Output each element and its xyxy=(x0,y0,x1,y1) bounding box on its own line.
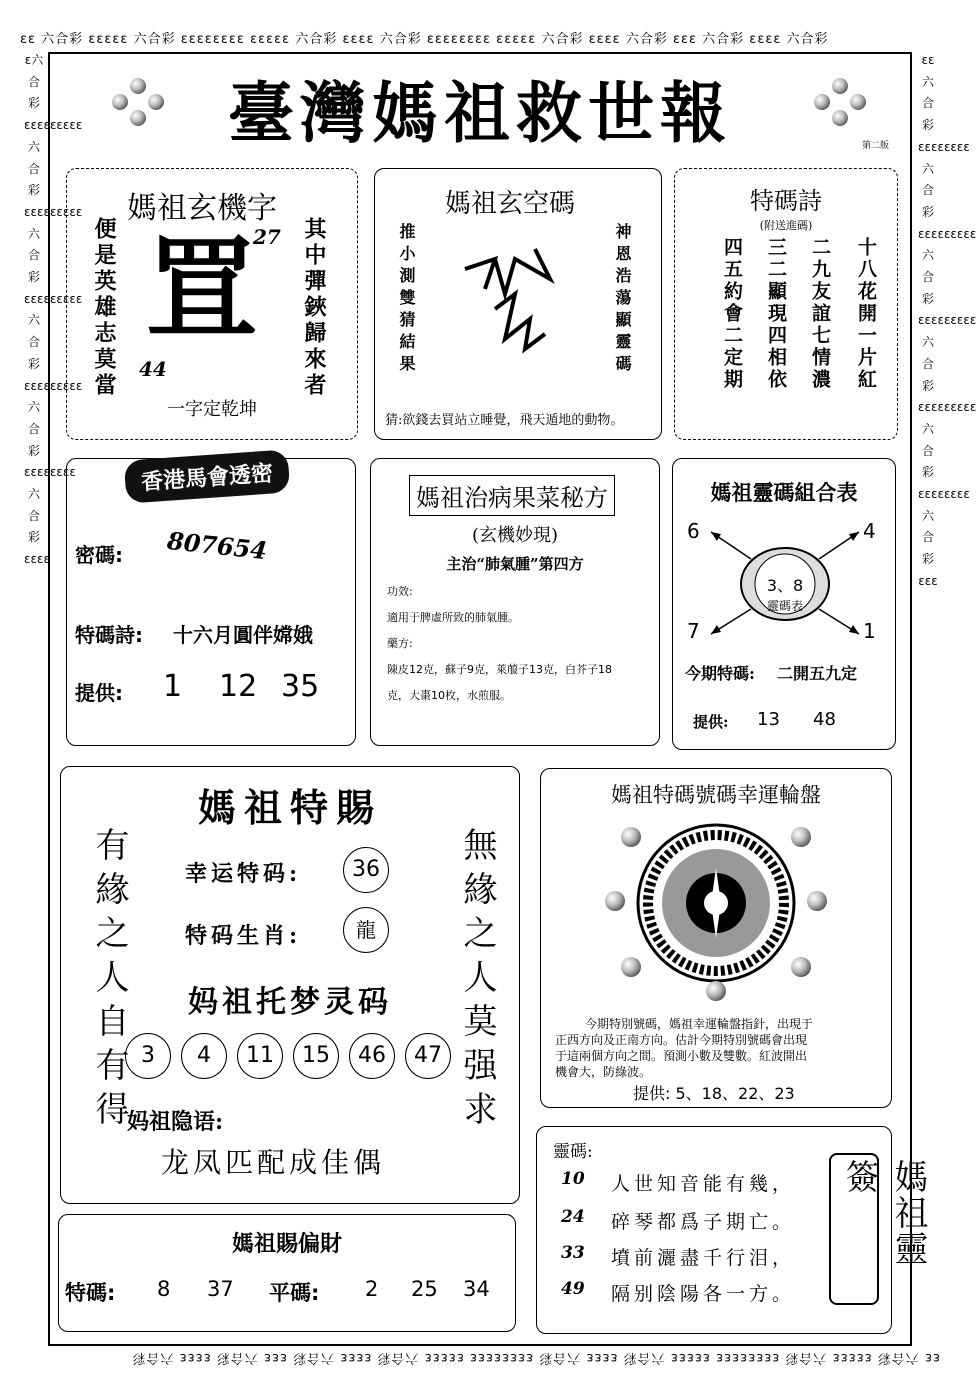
gift-box xyxy=(60,766,520,1204)
gift-dream-num-5: 46 xyxy=(349,1033,395,1079)
gift-zodiac-value: 龍 xyxy=(343,907,389,953)
spirit-text-4: 隔别陰陽各一方。 xyxy=(611,1283,796,1305)
riddle-char-left-col: 便是英雄志莫當 xyxy=(91,217,117,399)
wealth-box xyxy=(58,1214,516,1332)
right-dots-ornament xyxy=(810,78,870,128)
remedy-effect-label: 功效: xyxy=(387,585,413,598)
gift-title: 媽祖特賜 xyxy=(197,785,382,830)
spirit-text-3: 墳前灑盡千行泪， xyxy=(611,1247,796,1269)
poem-col-3: 三二顯現四相依 xyxy=(765,237,787,391)
wheel-graphic xyxy=(611,813,821,993)
gift-right-col: 無緣之人莫强求 xyxy=(457,827,497,1135)
combo-title: 媽祖靈碼組合表 xyxy=(710,480,858,505)
gift-dream-num-1: 3 xyxy=(125,1033,171,1079)
wheel-provide: 提供: 5、18、22、23 xyxy=(633,1084,795,1103)
gift-dream-num-4: 15 xyxy=(293,1033,339,1079)
top-border-strip: ɛɛ 六合彩 ɛɛɛɛɛ 六合彩 ɛɛɛɛɛɛɛɛ ɛɛɛɛɛ 六合彩 ɛɛɛɛ 六合彩 ɛɛɛɛɛɛɛɛ ɛɛɛɛɛ 六合彩 ɛɛɛɛ 六合彩 ɛɛɛ 六合彩 ɛɛɛɛ 六合彩 xyxy=(20,32,829,47)
hk-secret-poem-label: 特碼詩: xyxy=(75,623,143,647)
wheel-title: 媽祖特碼號碼幸運輪盤 xyxy=(611,783,821,807)
spirit-num-2: 24 xyxy=(561,1207,585,1227)
wealth-special-2: 37 xyxy=(207,1277,234,1301)
poem-box xyxy=(674,168,898,440)
combo-num-bl: 7 xyxy=(687,619,700,643)
remedy-effect-text: 適用于脾虛所致的肺氣腫。 xyxy=(387,611,519,624)
masthead-title: 臺灣媽祖救世報 xyxy=(228,75,732,152)
wealth-normal-1: 2 xyxy=(365,1277,379,1301)
void-code-box xyxy=(374,168,662,440)
gift-dream-title: 妈祖托梦灵码 xyxy=(188,985,392,1020)
remedy-recipe-label: 藥方: xyxy=(387,637,413,650)
remedy-recipe-line1: 陳皮12克，蘇子9克，萊菔子13克，白芥子18 xyxy=(387,663,612,676)
combo-center-label: 靈碼表 xyxy=(766,599,803,613)
spirit-num-4: 49 xyxy=(561,1279,585,1299)
combo-center: 3、8 xyxy=(766,576,804,595)
combo-num-br: 1 xyxy=(863,619,876,643)
spirit-text-1: 人世知音能有幾， xyxy=(611,1173,796,1195)
wealth-normal-3: 34 xyxy=(463,1277,490,1301)
poem-title: 特碼詩 xyxy=(750,187,822,215)
remedy-box xyxy=(370,458,660,746)
remedy-heading: 主治“肺氣腫”第四方 xyxy=(446,555,584,573)
void-code-symbol xyxy=(455,239,575,369)
spirit-text-2: 碎琴都爲子期亡。 xyxy=(611,1211,796,1233)
left-border-strip: ɛ六合彩ɛɛɛɛɛɛɛɛɛ六合彩ɛɛɛɛɛɛɛɛɛ六合彩ɛɛɛɛɛɛɛɛɛ六合彩ɛɛɛɛɛɛɛɛɛ六合彩ɛɛɛɛɛɛɛɛ六合彩ɛɛɛɛ xyxy=(24,53,83,567)
wealth-normal-label: 平碼: xyxy=(269,1281,320,1305)
gift-dream-num-2: 4 xyxy=(181,1033,227,1079)
wealth-special-1: 8 xyxy=(157,1277,171,1301)
riddle-char-right-col: 其中彈鋏歸來者 xyxy=(301,217,327,399)
riddle-char-box xyxy=(66,168,358,440)
void-code-left-col: 推小測雙猜結果 xyxy=(397,223,416,377)
void-code-guess: 猜:欲錢去買站立睡覺，飛天遁地的動物。 xyxy=(385,413,624,428)
left-dots-ornament xyxy=(108,78,168,128)
combo-provide-label: 提供: xyxy=(693,713,729,731)
gift-left-col: 有緣之人自有得 xyxy=(89,827,129,1135)
combo-provide-1: 13 xyxy=(757,709,780,730)
hk-secret-code-label: 密碼: xyxy=(75,543,123,567)
hk-secret-code-value: 807654 xyxy=(165,525,269,566)
wheel-desc-line2: 正西方向及正南方向。估計今期特別號碼會出現 xyxy=(555,1033,808,1047)
spirit-box xyxy=(536,1126,928,1334)
gift-dream-num-3: 11 xyxy=(237,1033,283,1079)
remedy-recipe-line2: 克，大棗10枚，水煎服。 xyxy=(387,689,511,702)
right-border-strip: ɛɛ六合彩ɛɛɛɛɛɛɛɛ六合彩ɛɛɛɛɛɛɛɛɛ六合彩ɛɛɛɛɛɛɛɛɛ六合彩ɛɛɛɛɛɛɛɛɛ六合彩ɛɛɛɛɛɛɛɛ六合彩ɛɛɛ xyxy=(918,53,976,588)
spirit-num-1: 10 xyxy=(561,1169,585,1189)
wealth-title: 媽祖賜偏財 xyxy=(231,1231,342,1257)
remedy-subtitle: (玄機妙現) xyxy=(471,525,559,546)
hk-secret-box xyxy=(66,458,356,746)
spirit-num-3: 33 xyxy=(561,1243,585,1263)
spirit-stamp-frame xyxy=(829,1153,928,1305)
void-code-title: 媽祖玄空碼 xyxy=(445,189,576,219)
riddle-char-glyph: 罝 xyxy=(147,225,257,353)
gift-zodiac-label: 特码生肖: xyxy=(185,923,302,949)
gift-lucky-label: 幸运特码: xyxy=(185,861,302,887)
combo-num-tr: 4 xyxy=(863,519,876,543)
gift-hint-text: 龙凤匹配成佳偶 xyxy=(161,1146,386,1179)
combo-box xyxy=(672,458,896,750)
riddle-char-num-top: 27 xyxy=(253,225,281,249)
spirit-label: 靈碼: xyxy=(553,1142,593,1162)
gift-dream-num-6: 47 xyxy=(405,1033,451,1079)
hk-secret-provide-3: 35 xyxy=(281,669,320,704)
poem-col-2: 二九友誼七情濃 xyxy=(809,237,831,391)
poem-col-1: 十八花開一片紅 xyxy=(855,237,877,391)
riddle-char-title: 媽祖玄機字 xyxy=(127,191,277,226)
wheel-desc-line3: 于這兩個方向之間。預測小數及雙數。紅波開出 xyxy=(555,1049,808,1063)
remedy-title: 媽祖治病果菜秘方 xyxy=(409,475,615,516)
wheel-desc-line4: 機會大，防綠波。 xyxy=(555,1065,652,1079)
combo-special-value: 二開五九定 xyxy=(777,664,858,683)
gift-hint-label: 妈祖隐语: xyxy=(127,1109,224,1135)
bottom-border-strip: ɛɛ 六合彩 ɛɛɛɛɛ 六合彩 ɛɛɛɛɛɛɛɛ ɛɛɛɛɛ 六合彩 ɛɛɛɛ 六合彩 ɛɛɛɛɛɛɛɛ ɛɛɛɛɛ 六合彩 ɛɛɛɛ 六合彩 ɛɛɛ 六合彩 ɛɛɛɛ 六合彩 xyxy=(131,1350,940,1365)
poem-col-4: 四五約會二定期 xyxy=(721,237,743,391)
combo-special-label: 今期特碼: xyxy=(685,664,755,683)
gift-lucky-value: 36 xyxy=(343,847,389,893)
spirit-stamp: 媽祖靈簽 xyxy=(839,1159,928,1267)
hk-secret-provide-1: 1 xyxy=(163,669,183,704)
wealth-normal-2: 25 xyxy=(411,1277,438,1301)
combo-provide-2: 48 xyxy=(813,709,836,730)
riddle-char-caption: 一字定乾坤 xyxy=(167,399,257,420)
edition-label: 第二版 xyxy=(862,141,890,151)
hk-secret-banner: 香港馬會透密 xyxy=(124,449,291,503)
hk-secret-provide-2: 12 xyxy=(219,669,258,704)
void-code-right-col: 神恩浩蕩顯靈碼 xyxy=(613,223,632,377)
hk-secret-poem-value: 十六月圓伴嫦娥 xyxy=(173,623,313,647)
riddle-char-num-bottom: 44 xyxy=(139,357,167,381)
combo-num-tl: 6 xyxy=(687,519,700,543)
wealth-special-label: 特碼: xyxy=(65,1281,116,1305)
hk-secret-provide-label: 提供: xyxy=(75,681,123,705)
poem-subtitle: (附送進碼) xyxy=(759,219,813,232)
wheel-box xyxy=(540,768,892,1108)
wheel-desc-line1: 今期特別號碼，媽祖幸運輪盤指針，出現于 xyxy=(585,1017,814,1031)
